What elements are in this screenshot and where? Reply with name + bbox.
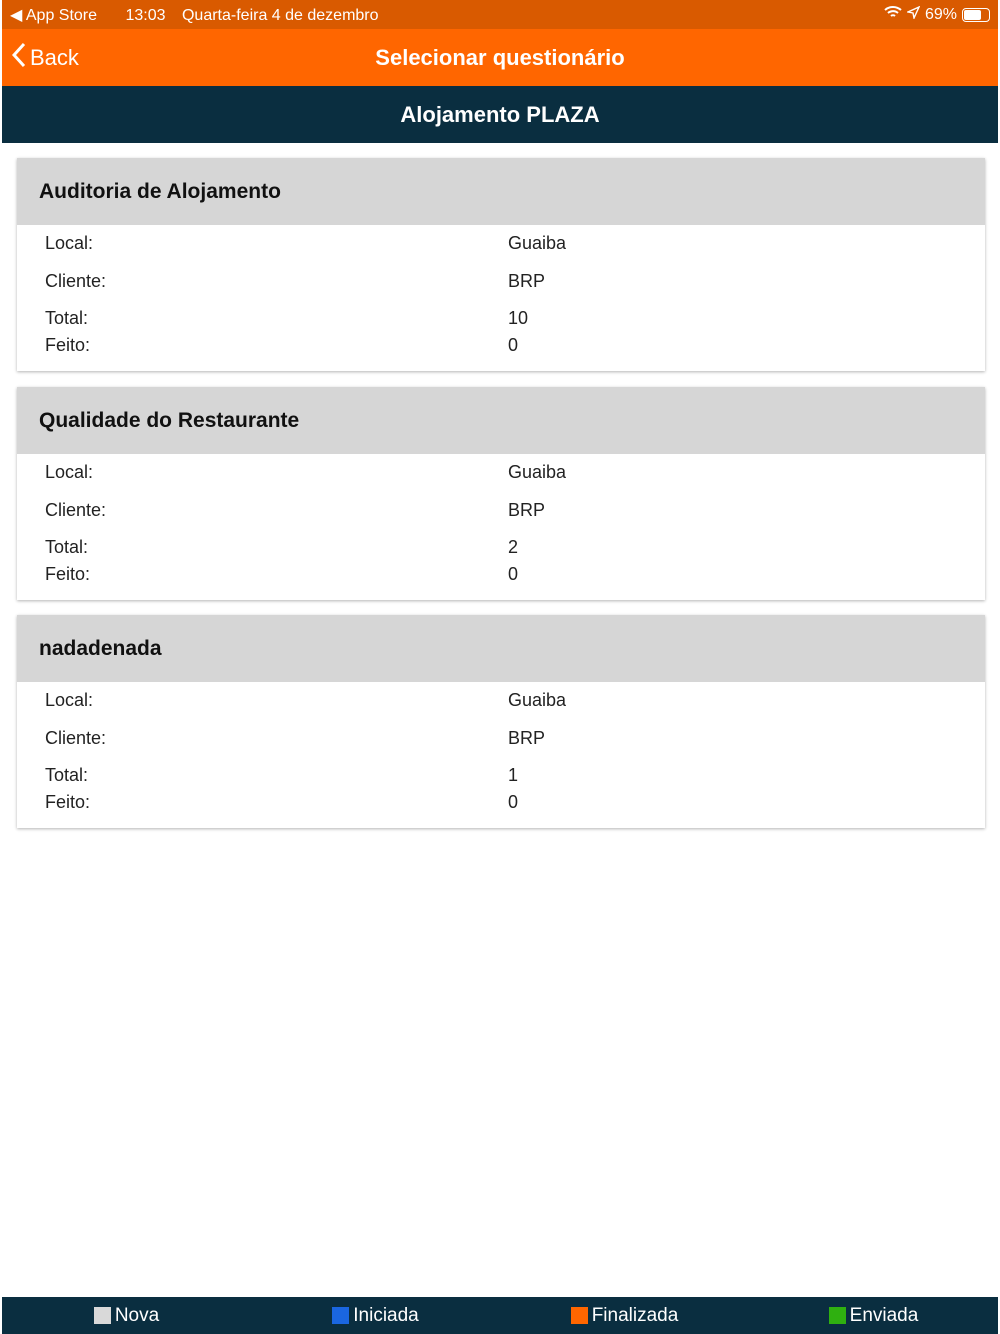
legend-finalizada: Finalizada [500,1305,749,1327]
cliente-value: BRP [508,271,546,291]
cliente-label: Cliente: [45,500,107,520]
status-legend [2,1297,998,1334]
legend-swatch [332,1307,349,1324]
card-title: Qualidade do Restaurante [17,387,985,454]
status-bar [2,0,998,29]
navigation-bar [2,29,998,86]
legend-nova: Nova [2,1305,251,1327]
legend-swatch [829,1307,846,1324]
cliente-value: BRP [508,728,546,748]
cliente-value: BRP [508,500,546,520]
page-title: Selecionar questionário [375,44,625,70]
cliente-label: Cliente: [45,728,107,748]
battery-percent: 69% [924,5,957,23]
feito-value: 0 [508,564,519,584]
back-button[interactable]: Back [12,29,79,86]
feito-label: Feito: [45,564,91,584]
local-value: Guaiba [508,233,567,253]
total-label: Total: [45,537,89,557]
battery-icon [962,8,990,22]
feito-value: 0 [508,335,519,355]
date: Quarta-feira 4 de dezembro [181,6,379,24]
local-value: Guaiba [508,462,567,482]
legend-enviada: Enviada [749,1305,998,1327]
chevron-left-icon [12,42,26,74]
total-label: Total: [45,765,89,785]
card-title: nadadenada [17,615,985,682]
questionnaire-card[interactable] [17,158,985,371]
local-label: Local: [45,462,94,482]
total-value: 10 [508,308,529,328]
feito-value: 0 [508,792,519,812]
legend-swatch [571,1307,588,1324]
questionnaire-card[interactable] [17,387,985,600]
local-value: Guaiba [508,690,567,710]
feito-label: Feito: [45,335,91,355]
total-label: Total: [45,308,89,328]
wifi-icon [884,5,902,24]
legend-swatch [94,1307,111,1324]
total-value: 1 [508,765,519,785]
feito-label: Feito: [45,792,91,812]
questionnaire-card[interactable] [17,615,985,828]
total-value: 2 [508,537,519,557]
back-to-app[interactable]: ◀ App Store [10,6,98,24]
local-label: Local: [45,233,94,253]
location-header: Alojamento PLAZA [2,86,998,143]
location-icon [907,6,920,24]
time: 13:03 [125,6,166,24]
local-label: Local: [45,690,94,710]
cliente-label: Cliente: [45,271,107,291]
legend-iniciada: Iniciada [251,1305,500,1327]
card-title: Auditoria de Alojamento [17,158,985,225]
